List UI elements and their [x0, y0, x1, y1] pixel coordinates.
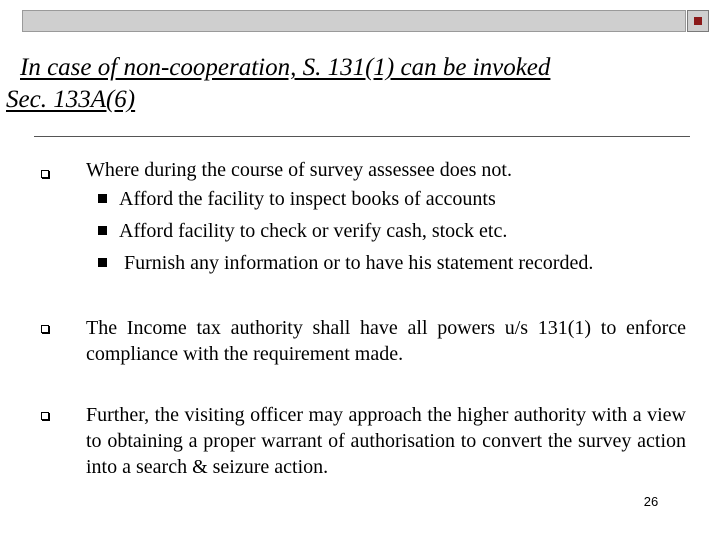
- title-line-1: In case of non-cooperation, S. 131(1) can be invoked: [20, 54, 551, 81]
- bullet-item-1: Where during the course of survey assessee does not.: [86, 159, 512, 181]
- page-number: 26: [643, 494, 659, 509]
- checkbox-bullet-icon: [41, 412, 49, 420]
- header-bar: [22, 10, 686, 32]
- sub-bullet-item-3: Furnish any information or to have his statement recorded.: [98, 250, 593, 276]
- square-bullet-icon: [98, 194, 107, 203]
- checkbox-bullet-icon: [41, 325, 49, 333]
- square-bullet-icon: [98, 258, 107, 267]
- title-divider: [34, 136, 690, 137]
- sub-bullet-item-1: Afford the facility to inspect books of accounts: [98, 186, 496, 212]
- slide-title: [6, 52, 706, 116]
- title-line-2: Sec. 133A(6): [6, 86, 136, 113]
- checkbox-bullet-icon: [41, 170, 49, 178]
- bullet-item-2: The Income tax authority shall have all powers u/s 131(1) to enforce compliance with the requirement made.: [86, 317, 686, 365]
- square-bullet-icon: [98, 226, 107, 235]
- header-accent-square: [687, 10, 709, 32]
- sub-bullet-item-2: Afford facility to check or verify cash, stock etc.: [98, 218, 507, 244]
- bullet-item-3: Further, the visiting officer may approach the higher authority with a view to obtaining a proper warrant of authorisation to convert the survey action into a search & seizure action.: [86, 404, 686, 478]
